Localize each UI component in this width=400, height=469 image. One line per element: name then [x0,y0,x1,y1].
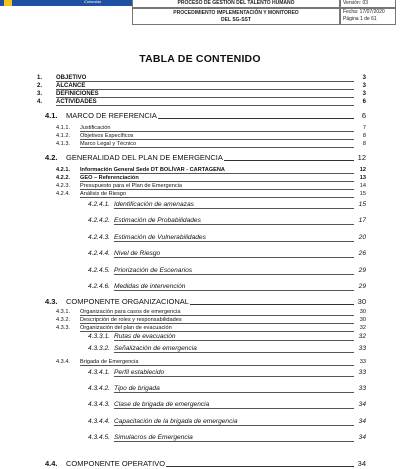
toc-entry-number: 1. [37,75,43,81]
header-procedure [132,8,340,25]
toc-entry[interactable] [0,183,400,191]
flag-icon [4,0,12,6]
toc-entry-number: 4.3.3.2. [88,345,110,352]
toc-leader-line [114,224,354,225]
toc-entry-number: 4.2.4.1. [88,201,110,208]
toc-entry-number: 4.3.3.1. [88,333,110,340]
toc-entry-number: 4.2.1. [56,167,70,173]
toc-entry-label: DEFINICIONES [56,91,99,97]
toc-entry-page: 20 [358,234,366,241]
toc-leader-line [114,408,354,409]
toc-entry[interactable] [0,191,400,199]
page-title: TABLA DE CONTENIDO [139,53,261,65]
toc-entry-page: 3 [362,75,366,81]
toc-entry-number: 4.1. [45,111,58,120]
toc-entry-number: 4.2.3. [56,183,70,189]
toc-entry-page: 34 [357,459,366,468]
toc-entry-number: 4.3.2. [56,317,70,323]
toc-entry-page: 33 [358,369,366,376]
toc-entry[interactable] [0,385,400,395]
toc-entry-number: 4.1.2. [56,133,70,139]
header-date: Fecha: 17/07/2020 [343,9,385,15]
toc-entry-page: 30 [359,309,366,315]
toc-entry-label: Identificación de amenazas [114,201,194,208]
toc-entry[interactable] [0,267,400,277]
toc-leader-line [56,81,354,82]
toc-entry-page: 29 [358,283,366,290]
toc-entry-number: 4.3.4.1. [88,369,110,376]
toc-entry-page: 15 [358,201,366,208]
toc-leader-line [56,97,354,98]
toc-leader-line [56,105,354,106]
logo-text: Colombia [84,0,101,4]
toc-entry-number: 4. [37,99,43,105]
toc-entry[interactable] [0,325,400,333]
toc-entry-page: 32 [358,333,366,340]
toc-entry[interactable] [0,201,400,211]
toc-leader-line [114,441,354,442]
toc-entry[interactable] [0,133,400,141]
header-procedure-line2: DEL SG-SST [221,17,251,23]
toc-entry-number: 4.2.4.6. [88,283,110,290]
toc-entry-page: 6 [362,99,366,105]
toc-entry[interactable] [0,99,400,107]
toc-entry-page: 8 [362,141,366,147]
toc-entry-label: MARCO DE REFERENCIA [66,111,157,120]
toc-entry[interactable] [0,359,400,367]
toc-entry-page: 8 [362,133,366,139]
toc-entry[interactable] [0,234,400,244]
toc-entry-number: 4.1.3. [56,141,70,147]
toc-entry-page: 6 [361,111,366,120]
toc-entry-page: 12 [359,167,366,173]
toc-entry-label: Organización para casos de emergencia [80,309,181,315]
toc-entry[interactable] [0,217,400,227]
toc-entry[interactable] [0,167,400,175]
toc-entry-number: 4.3.4.3. [88,401,110,408]
toc-leader-line [114,241,354,242]
toc-entry[interactable] [0,309,400,317]
toc-entry[interactable] [0,75,400,83]
toc-entry-label: GEO – Referenciación [80,175,139,181]
toc-entry-page: 15 [359,191,366,197]
toc-entry-number: 3. [37,91,43,97]
toc-entry-number: 4.2.4.3. [88,234,110,241]
header-process: PROCESO DE GESTIÓN DEL TALENTO HUMANO [132,0,340,8]
toc-entry[interactable] [0,434,400,444]
toc-entry[interactable] [0,111,400,121]
toc-entry[interactable] [0,369,400,379]
toc-entry-label: COMPONENTE OPERATIVO [66,459,166,468]
toc-entry-page: 30 [357,297,366,306]
toc-leader-line [56,89,354,90]
toc-entry[interactable] [0,401,400,411]
toc-entry-label: Brigada de Emergencia [80,359,139,365]
toc-entry-label: Organización del plan de evacuación [80,325,172,331]
toc-entry-number: 4.3.3. [56,325,70,331]
toc-entry-label: Estimación de Vulnerabilidades [114,234,206,241]
toc-entry-label: Señalización de emergencia [114,345,197,352]
toc-entry-number: 4.2.4.5. [88,267,110,274]
toc-entry-page: 14 [359,183,366,189]
toc-entry-label: Justificación [80,125,111,131]
toc-entry[interactable] [0,250,400,260]
toc-entry-number: 4.2.2. [56,175,70,181]
toc-entry-label: Presupuesto para el Plan de Emergencia [80,183,182,189]
toc-entry-label: Descripción de roles y responsabilidades [80,317,182,323]
toc-entry-page: 30 [359,317,366,323]
toc-leader-line [114,208,354,209]
toc-entry[interactable] [0,153,400,163]
toc-entry-page: 3 [362,91,366,97]
toc-entry-page: 33 [359,359,366,365]
toc-entry[interactable] [0,418,400,428]
toc-entry-number: 4.3.4. [56,359,70,365]
header-date-page [340,8,396,25]
toc-entry-label: Estimación de Probabilidades [114,217,201,224]
toc-entry-page: 34 [358,418,366,425]
toc-entry-page: 33 [358,385,366,392]
toc-entry-number: 4.3.4.2. [88,385,110,392]
toc-leader-line [114,290,354,291]
toc-entry-label: Medidas de intervención [114,283,186,290]
toc-entry-label: OBJETIVO [56,75,87,81]
toc-entry-label: Capacitación de la brigada de emergencia [114,418,238,425]
toc-entry[interactable] [0,459,400,469]
toc-leader-line [114,392,354,393]
toc-entry-page: 26 [358,250,366,257]
toc-entry-label: Marco Legal y Técnico [80,141,137,147]
toc-entry-page: 29 [358,267,366,274]
toc-entry-label: Perfil establecido [114,369,165,376]
toc-entry-label: ACTIVIDADES [56,99,97,105]
toc-entry[interactable] [0,317,400,325]
toc-entry-label: Clase de brigada de emergencia [114,401,210,408]
toc-entry-number: 4.3.4.5. [88,434,110,441]
toc-entry-label: Objetivos Específicos [80,133,134,139]
brand-logo [0,0,132,6]
toc-leader-line [114,274,354,275]
toc-entry-number: 4.2. [45,153,58,162]
toc-entry[interactable] [0,91,400,99]
toc-entry[interactable] [0,83,400,91]
toc-entry-label: Tipo de brigada [114,385,160,392]
toc-entry-label: Simulacros de Emergencia [114,434,193,441]
toc-leader-line [114,257,354,258]
toc-entry-label: Nivel de Riesgo [114,250,161,257]
toc-entry[interactable] [0,141,400,149]
toc-leader-line [114,425,354,426]
toc-entry-page: 34 [358,434,366,441]
toc-entry-label: Priorización de Escenarios [114,267,193,274]
toc-entry-number: 4.2.4.2. [88,217,110,224]
toc-leader-line [114,340,354,341]
toc-entry-page: 33 [358,345,366,352]
toc-leader-line [114,352,354,353]
toc-entry-number: 4.4. [45,459,58,468]
toc-entry-number: 4.1.1. [56,125,70,131]
toc-leader-line [80,131,354,132]
toc-entry-page: 17 [358,217,366,224]
toc-entry-page: 34 [358,401,366,408]
document-header [0,0,400,40]
toc-entry-label: Rutas de evacuación [114,333,176,340]
toc-entry-number: 4.3.1. [56,309,70,315]
toc-entry-page: 3 [362,83,366,89]
toc-entry[interactable] [0,297,400,307]
toc-entry[interactable] [0,283,400,293]
toc-entry-page: 12 [357,153,366,162]
toc-entry-page: 13 [359,175,366,181]
toc-entry-page: 32 [359,325,366,331]
toc-entry-number: 4.3. [45,297,58,306]
toc-entry-page: 7 [362,125,366,131]
header-procedure-line1: PROCEDIMIENTO IMPLEMENTACIÓN Y MONITOREO [173,10,299,16]
toc-entry-label: Análisis de Riesgo [80,191,127,197]
toc-entry[interactable] [0,175,400,183]
toc-entry-label: GENERALIDAD DEL PLAN DE EMERGENCIA [66,153,223,162]
toc-entry-label: Información General Sede DT BOLÍVAR - CARTAGENA [80,167,225,173]
header-version: Versión: 03 [340,0,396,8]
toc-entry-number: 4.2.4.4. [88,250,110,257]
toc-entry-number: 4.3.4.4. [88,418,110,425]
toc-entry[interactable] [0,125,400,133]
toc-entry-label: ALCANCE [56,83,86,89]
toc-entry[interactable] [0,345,400,355]
toc-entry-label: COMPONENTE ORGANIZACIONAL [66,297,189,306]
toc-entry-number: 2. [37,83,43,89]
header-page: Página 1 de 61 [343,16,377,22]
toc-entry-number: 4.2.4. [56,191,70,197]
toc-leader-line [114,376,354,377]
toc-entry[interactable] [0,333,400,343]
